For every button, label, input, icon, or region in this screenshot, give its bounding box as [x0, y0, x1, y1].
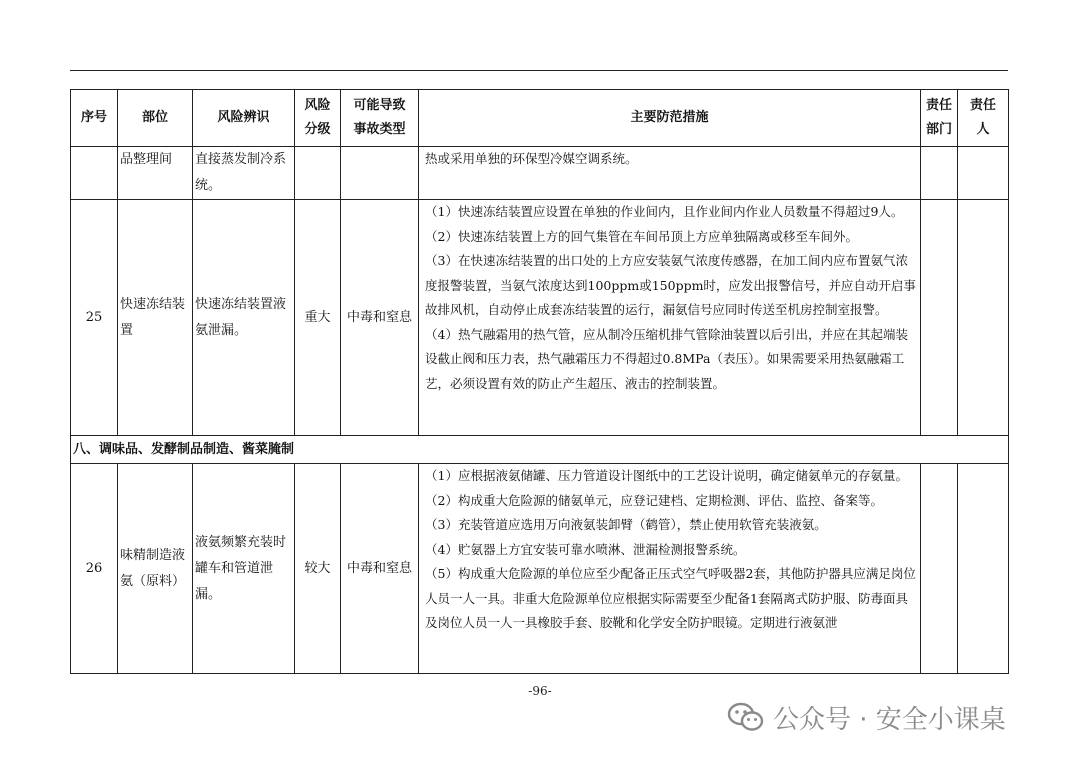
cell-level: 较大 — [295, 464, 341, 674]
cell-accident — [341, 147, 419, 200]
table-header-row — [71, 90, 1009, 147]
cell-measures — [419, 200, 921, 436]
header-location: 部位 — [118, 90, 193, 147]
header-risk-level: 风险 分级 — [295, 90, 341, 147]
header-measures: 主要防范措施 — [419, 90, 921, 147]
cell-risk: 液氨频繁充装时罐车和管道泄漏。 — [193, 464, 295, 674]
cell-person — [958, 464, 1009, 674]
measure-line: （4）热气融霜用的热气管，应从制冷压缩机排气管除油装置以后引出，并应在其起端装设截止阀和压力表，热气融霜压力不得超过0.8MPa（表压）。如果需要采用热氨融霜工艺，必须设置有效的防止产生超压、液击的控制装置。 — [425, 326, 908, 391]
cell-seq — [71, 147, 118, 200]
cell-dept — [921, 147, 958, 200]
risk-table — [70, 89, 1009, 674]
watermark-text: 公众号 · 安全小课桌 — [773, 704, 1006, 735]
measure-line: （3）在快速冻结装置的出口处的上方应安装氨气浓度传感器，在加工间内应布置氨气浓度报警装置，当氨气浓度达到100ppm或150ppm时，应发出报警信号，并应自动开启事故排风机，自动停止成套冻结装置的运行，漏氨信号应同时传送至机房控制室报警。 — [425, 253, 916, 317]
measure-line: （3）充装管道应选用万向液氨装卸臂（鹤管），禁止使用软管充装液氨。 — [425, 517, 827, 532]
measure-line: （1）快速冻结装置应设置在单独的作业间内，且作业间内作业人员数量不得超过9人。 — [425, 204, 904, 219]
cell-location: 品整理间 — [118, 147, 193, 200]
header-person: 责任 人 — [958, 90, 1009, 147]
table-row — [71, 200, 1009, 436]
header-seq: 序号 — [71, 90, 118, 147]
measure-line: （5）构成重大危险源的单位应至少配备正压式空气呼吸器2套，其他防护器具应满足岗位人员一人一具。非重大危险源单位应根据实际需要至少配备1套隔离式防护服、防毒面具及岗位人员一人一具橡胶手套、胶靴和化学安全防护眼镜。定期进行液氨泄 — [425, 566, 916, 630]
table-row — [71, 147, 1009, 200]
header-dept: 责任 部门 — [921, 90, 958, 147]
cell-risk: 直接蒸发制冷系统。 — [193, 147, 295, 200]
cell-location: 快速冻结装置 — [118, 200, 193, 436]
cell-level: 重大 — [295, 200, 341, 436]
cell-dept — [921, 200, 958, 436]
section-row — [71, 436, 1009, 464]
cell-seq: 25 — [71, 200, 118, 436]
watermark — [727, 697, 1006, 737]
table-row — [71, 464, 1009, 674]
cell-accident: 中毒和窒息 — [341, 200, 419, 436]
cell-risk: 快速冻结装置液氨泄漏。 — [193, 200, 295, 436]
wechat-icon — [727, 701, 765, 733]
header-risk-identification: 风险辨识 — [193, 90, 295, 147]
cell-accident: 中毒和窒息 — [341, 464, 419, 674]
measure-line: 热或采用单独的环保型冷媒空调系统。 — [425, 151, 638, 166]
measure-line: （2）快速冻结装置上方的回气集管在车间吊顶上方应单独隔离或移至车间外。 — [425, 228, 858, 244]
cell-measures — [419, 147, 921, 200]
cell-dept — [921, 464, 958, 674]
section-title: 八、调味品、发酵制品制造、酱菜腌制 — [71, 436, 1009, 464]
cell-measures — [419, 464, 921, 674]
cell-seq: 26 — [71, 464, 118, 674]
header-rule — [70, 70, 1008, 71]
measure-line: （2）构成重大危险源的储氨单元，应登记建档、定期检测、评估、监控、备案等。 — [425, 492, 883, 508]
cell-person — [958, 200, 1009, 436]
cell-location: 味精制造液氨（原料） — [118, 464, 193, 674]
measure-line: （1）应根据液氨储罐、压力管道设计图纸中的工艺设计说明，确定储氨单元的存氨量。 — [425, 468, 908, 483]
cell-person — [958, 147, 1009, 200]
cell-level — [295, 147, 341, 200]
header-accident-type: 可能导致 事故类型 — [341, 90, 419, 147]
measure-line: （4）贮氨器上方宜安装可靠水喷淋、泄漏检测报警系统。 — [425, 541, 746, 557]
page-number: -96- — [528, 684, 552, 698]
